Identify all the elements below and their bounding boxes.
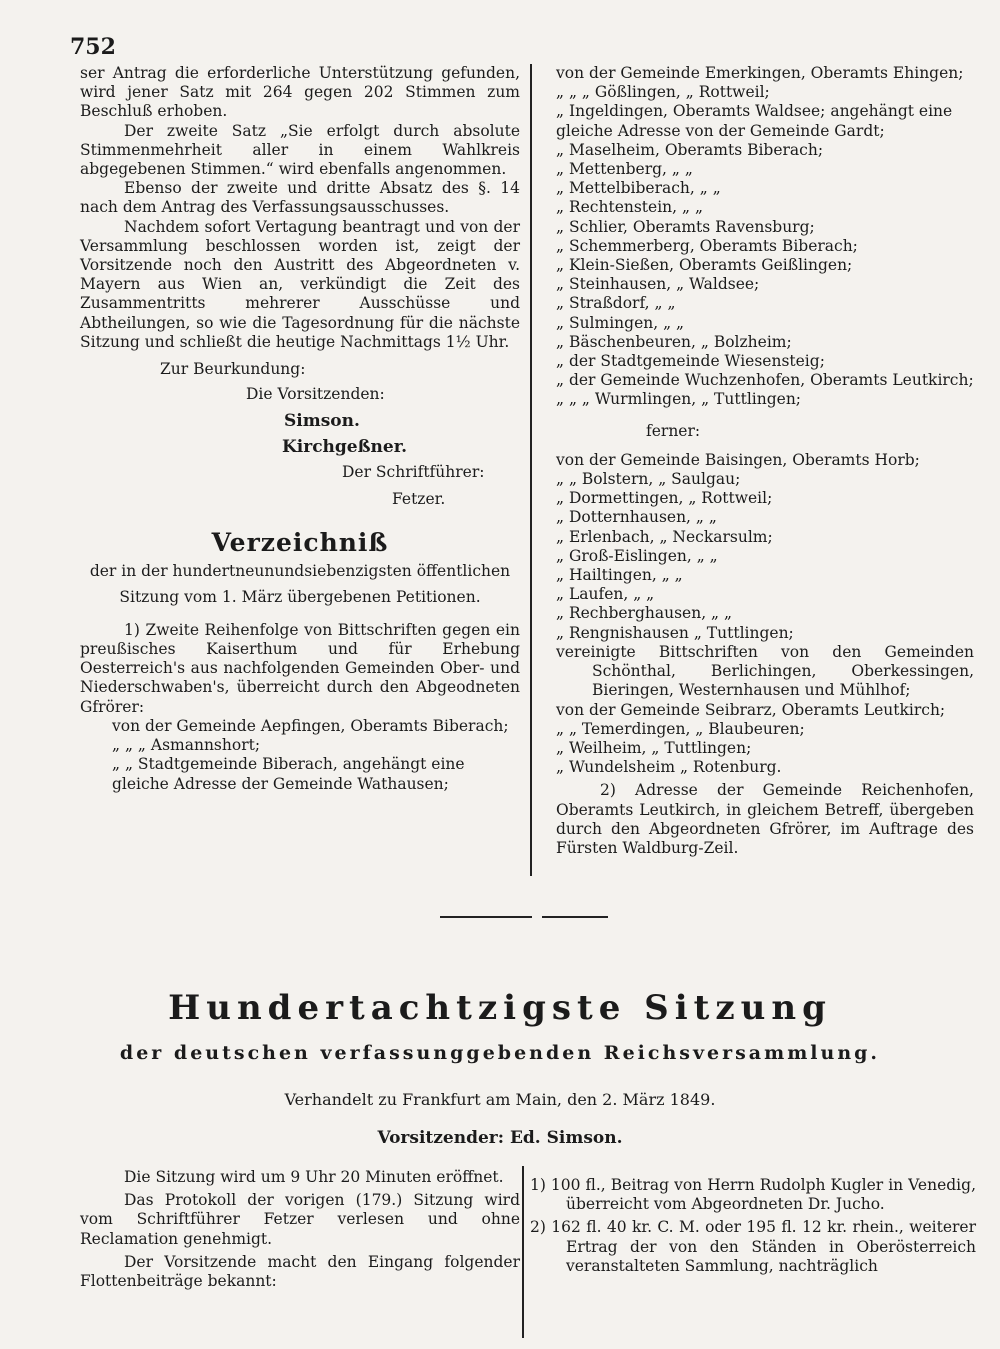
petition-line: „ der Stadtgemeinde Wiesensteig; [556,352,825,371]
petition-line: „ „ „ Wurmlingen, „ Tuttlingen; [556,390,802,409]
petition-line: „ Rechtenstein, „ „ [556,198,703,217]
petition-line: „ Hailtingen, „ „ [556,566,683,585]
verzeichnis-title: Verzeichniß [211,528,389,558]
paragraph-3: Ebenso der zweite und dritte Absatz des §. 14 nach dem Antrag des Verfassungsausschusses. [80,179,520,217]
petition-line: „ Wundelsheim „ Rotenburg. [556,758,782,777]
paragraph-1: ser Antrag die erforderliche Unterstützung gefunden, wird jener Satz mit 264 gegen 202 Stimmen zum Beschluß erhoben. [80,64,520,121]
right-column-bottom [530,1176,976,1276]
petition-line: „ Rechberghausen, „ „ [556,604,733,623]
petition-line: „ Ingeldingen, Oberamts Waldsee; angehängt eine [556,102,953,121]
column-divider-top [530,64,532,876]
petition-line: „ Laufen, „ „ [556,585,655,604]
session-title: Hundertachtzigste Sitzung [168,988,832,1028]
paragraph-2: Der zweite Satz „Sie erfolgt durch absolute Stimmenmehrheit aller in einem Wahlkreis abgegebenen Stimmen.“ wird ebenfalls angenommen. [80,121,520,179]
schriftfuehrer-label: Der Schriftführer: [342,462,485,481]
petition-line: „ Mettenberg, „ „ [556,160,693,179]
verzeichnis-subtitle-2: Sitzung vom 1. März übergebenen Petitionen. [119,587,481,606]
ferner-label: ferner: [646,421,701,440]
petition-line: „ Mettelbiberach, „ „ [556,179,721,198]
session-subtitle: der deutschen verfassunggebenden Reichsversammlung. [119,1042,881,1064]
protocol-paragraph: Das Protokoll der vorigen (179.) Sitzung wird vom Schriftführer Fetzer verlesen und ohne Reclamation genehmigt. [80,1191,520,1248]
separator-line-right [542,916,608,918]
petition-list-1 [556,64,974,410]
petition-line: „ Dormettingen, „ Rottweil; [556,489,773,508]
petition-line: „ „ Stadtgemeinde Biberach, angehängt eine gleiche Adresse der Gemeinde Wathausen; [112,755,465,793]
petition-line: gleiche Adresse von der Gemeinde Gardt; [556,121,885,140]
petition-item-1: 1) Zweite Reihenfolge von Bittschriften gegen ein preußisches Kaiserthum und für Erhebung Oesterreich's aus nachfolgenden Gemeinden Ober- und Niederschwaben's, überreicht durch den Abgeodneten Gfrörer: [80,620,520,716]
petition-line: „ „ „ Asmannshort; [112,736,261,755]
petition-line: „ Klein-Sießen, Oberamts Geißlingen; [556,256,853,275]
signature-kirchgessner: Kirchgeßner. [282,436,408,457]
petition-list-2 [556,451,974,643]
petition-item-2: 2) Adresse der Gemeinde Reichenhofen, Oberamts Leutkirch, in gleichem Betreff, übergeben durch den Abgeordneten Gfrörer, im Auftrage des Fürsten Waldburg-Zeil. [556,781,974,857]
right-column-top [556,64,974,858]
petition-line: „ Bäschenbeuren, „ Bolzheim; [556,332,792,351]
petition-line: von der Gemeinde Seibrarz, Oberamts Leutkirch; [556,700,946,719]
page-number: 752 [70,34,116,60]
petition-line: von der Gemeinde Aepfingen, Oberamts Biberach; [112,716,509,735]
petition-line: von der Gemeinde Baisingen, Oberamts Horb; [556,450,920,469]
opening-paragraph: Die Sitzung wird um 9 Uhr 20 Minuten eröffnet. [124,1168,504,1186]
signature-fetzer: Fetzer. [392,490,446,509]
contributions-paragraph: Der Vorsitzende macht den Eingang folgender Flottenbeiträge bekannt: [80,1252,520,1291]
verzeichnis-subtitle-1: der in der hundertneunundsiebenzigsten öffentlichen [89,562,511,581]
left-column-bottom [80,1168,520,1291]
petition-line: „ Straßdorf, „ „ [556,294,676,313]
petition-line: „ Rengnishausen „ Tuttlingen; [556,623,794,642]
petition-line: „ Maselheim, Oberamts Biberach; [556,140,824,159]
petition-line: „ Weilheim, „ Tuttlingen; [556,738,752,757]
session-chair: Vorsitzender: Ed. Simson. [377,1128,623,1148]
paragraph-4: Nachdem sofort Vertagung beantragt und von der Versammlung beschlossen worden ist, zeigt der Vorsitzende noch den Austritt des Abgeordneten v. Mayern aus Wien an, verkündigt die Zeit des Zusammentritts mehrerer Ausschüsse und Abtheilungen, so wie die Tagesordnung für die nächste Sitzung und schließt die heutige Nachmittags 1½ Uhr. [80,217,520,351]
petition-line: von der Gemeinde Emerkingen, Oberamts Ehingen; [556,64,964,82]
session-place-date: Verhandelt zu Frankfurt am Main, den 2. März 1849. [284,1090,716,1109]
petition-line: „ Schlier, Oberamts Ravensburg; [556,217,815,236]
petition-line: „ Schemmerberg, Oberamts Biberach; [556,236,858,255]
petition-list-3 [556,701,974,778]
petition-line: „ Sulmingen, „ „ [556,313,685,332]
petition-line: „ Groß-Eislingen, „ „ [556,546,718,565]
contribution-item-1: 1) 100 fl., Beitrag von Herrn Rudolph Kugler in Venedig, überreicht vom Abgeordneten Dr. Jucho. [530,1176,976,1214]
petition-line: „ Dotternhausen, „ „ [556,508,717,527]
left-column-top [80,64,520,794]
beurkundung-label: Zur Beurkundung: [160,360,306,379]
petition-line: „ Steinhausen, „ Waldsee; [556,275,760,294]
vereinigte-petitions: vereinigte Bittschriften von den Gemeinden Schönthal, Berlichingen, Oberkessingen, Bieringen, Westernhausen und Mühlhof; [556,642,974,700]
column-divider-bottom [522,1166,524,1338]
petition-line: „ der Gemeinde Wuchzenhofen, Oberamts Leutkirch; [556,371,974,390]
contribution-item-2: 2) 162 fl. 40 kr. C. M. oder 195 fl. 12 kr. rhein., weiterer Ertrag der von den Ständen in Oberösterreich veranstalteten Sammlung, nachträglich [530,1218,976,1275]
petition-line: „ Erlenbach, „ Neckarsulm; [556,527,773,546]
petition-line: „ „ Temerdingen, „ Blaubeuren; [556,719,805,738]
separator-line-left [440,916,532,918]
vorsitzenden-label: Die Vorsitzenden: [246,385,385,404]
signature-simson: Simson. [284,411,360,432]
petition-line: „ „ Bolstern, „ Saulgau; [556,470,741,489]
petition-line: „ „ „ Gößlingen, „ Rottweil; [556,83,770,102]
